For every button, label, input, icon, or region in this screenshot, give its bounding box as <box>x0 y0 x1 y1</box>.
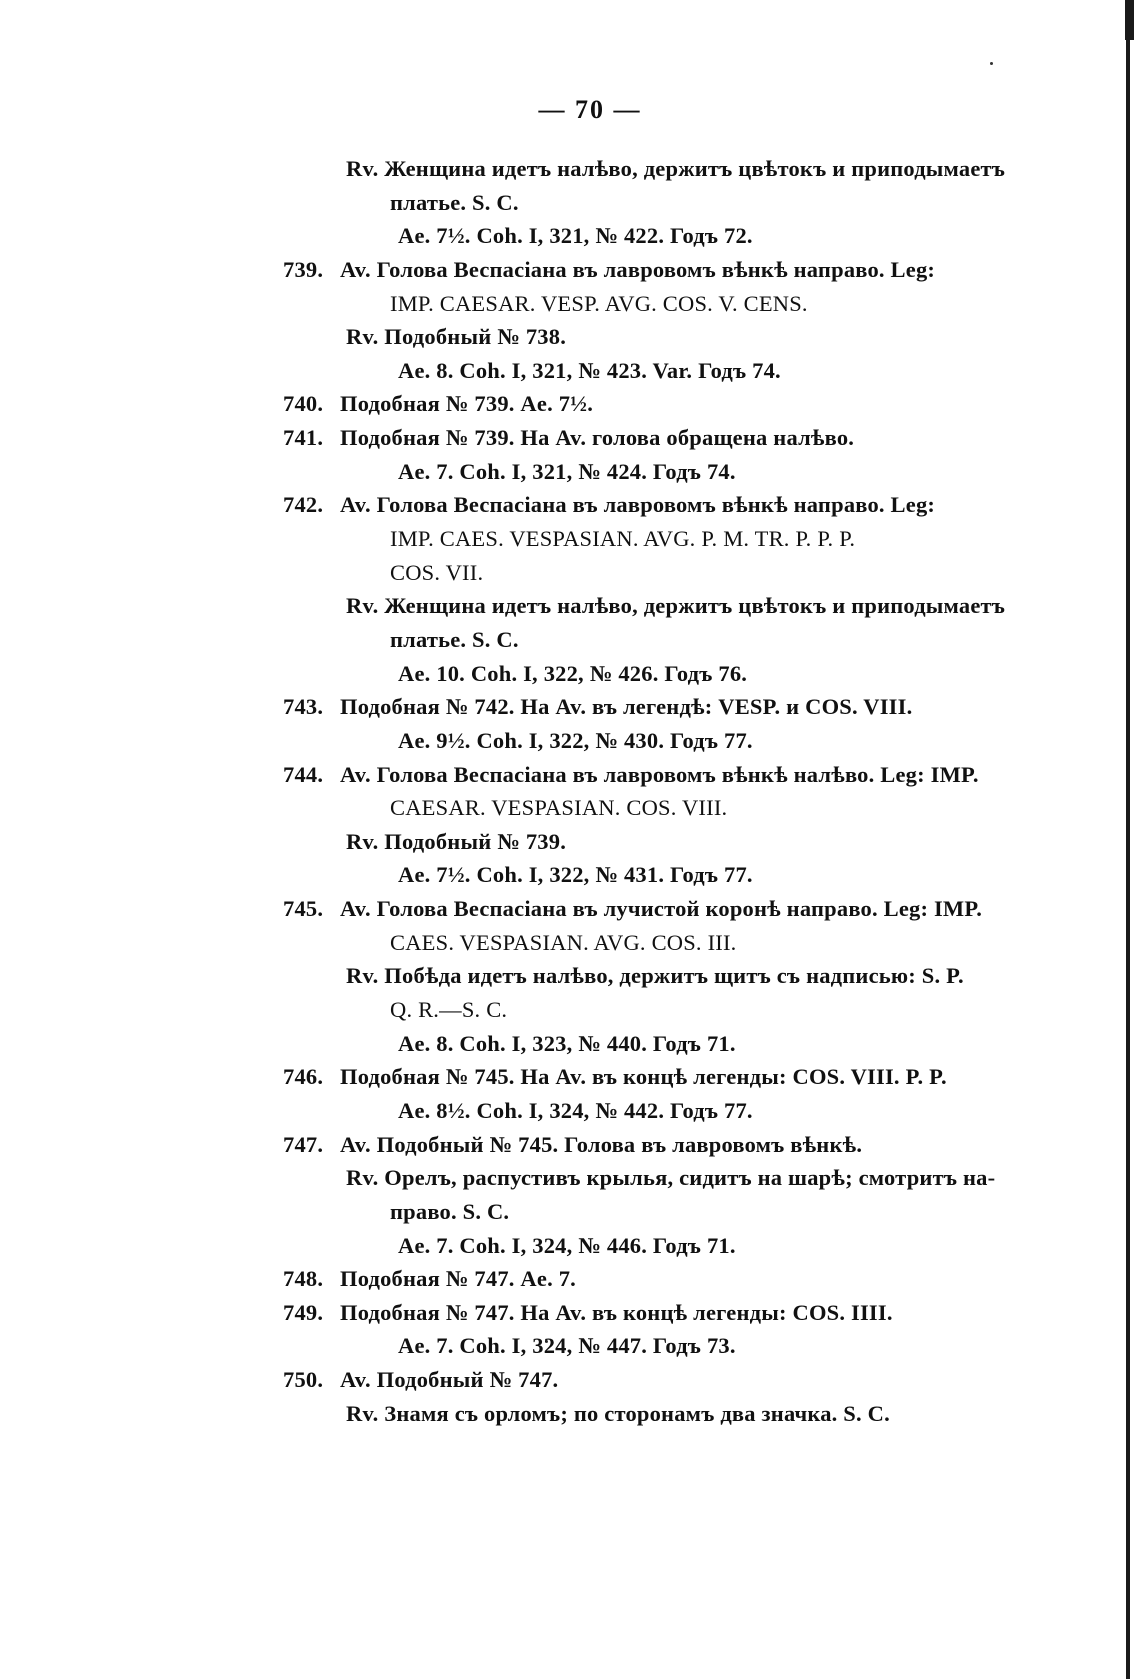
catalog-entry-line <box>283 387 1053 421</box>
catalog-continuation-line <box>283 556 1053 590</box>
entry-text: Av. Голова Веспасіана въ лавровомъ вѣнкѣ налѣво. Leg: IMP. <box>340 761 979 787</box>
catalog-continuation-line <box>283 926 1053 960</box>
entry-text: Av. Голова Веспасіана въ лавровомъ вѣнкѣ направо. Leg: <box>340 256 936 282</box>
catalog-continuation-line <box>283 152 1053 186</box>
entry-number: 749. <box>283 1299 324 1325</box>
entry-text: IMP. CAES. VESPASIAN. AVG. P. M. TR. P. P. P. <box>390 526 856 552</box>
entry-text: Ae. 8½. Coh. I, 324, № 442. Годъ 77. <box>398 1097 753 1123</box>
catalog-continuation-line <box>283 219 1053 253</box>
entry-text: Ae. 7. Coh. I, 324, № 447. Годъ 73. <box>398 1333 736 1359</box>
catalog-entry-line <box>283 1262 1053 1296</box>
entry-text: CAESAR. VESPASIAN. COS. VIII. <box>390 795 728 821</box>
entry-text: право. S. C. <box>390 1198 510 1224</box>
catalog-continuation-line <box>283 186 1053 220</box>
catalog-continuation-line <box>283 1195 1053 1229</box>
entry-text: CAES. VESPASIAN. AVG. COS. III. <box>390 929 737 955</box>
catalog-entry-line <box>283 1296 1053 1330</box>
print-speck <box>990 62 993 65</box>
entry-number: 741. <box>283 425 324 451</box>
entry-text: Ae. 7½. Coh. I, 322, № 431. Годъ 77. <box>398 862 753 888</box>
entry-text: Rv. Побѣда идетъ налѣво, держитъ щитъ съ надписью: S. P. <box>346 963 964 989</box>
entry-text: Av. Голова Веспасіана въ лавровомъ вѣнкѣ направо. Leg: <box>340 492 936 518</box>
page-edge-rule <box>1126 0 1130 1679</box>
catalog-continuation-line <box>283 1027 1053 1061</box>
catalog-continuation-line <box>283 724 1053 758</box>
entry-number: 743. <box>283 694 324 720</box>
entry-text: платье. S. C. <box>390 626 519 652</box>
entry-text: Подобная № 745. На Av. въ концѣ легенды: COS. VIII. P. P. <box>340 1064 947 1090</box>
catalog-continuation-line <box>283 1229 1053 1263</box>
entry-text: Ae. 7. Coh. I, 321, № 424. Годъ 74. <box>398 458 736 484</box>
entry-number: 740. <box>283 391 324 417</box>
catalog-continuation-line <box>283 1094 1053 1128</box>
entry-text: Av. Подобный № 747. <box>340 1367 559 1393</box>
catalog-entry-line <box>283 421 1053 455</box>
catalog-entry-line <box>283 1363 1053 1397</box>
catalog-continuation-line <box>283 791 1053 825</box>
entry-text: Rv. Знамя съ орломъ; по сторонамъ два значка. S. C. <box>346 1400 890 1426</box>
catalog-continuation-line <box>283 1329 1053 1363</box>
entry-text: Ae. 7. Coh. I, 324, № 446. Годъ 71. <box>398 1232 736 1258</box>
catalog-entry-line <box>283 488 1053 522</box>
entry-text: IMP. CAESAR. VESP. AVG. COS. V. CENS. <box>390 290 808 316</box>
catalog-continuation-line <box>283 522 1053 556</box>
entry-text: Ae. 9½. Coh. I, 322, № 430. Годъ 77. <box>398 727 753 753</box>
entry-text: Ae. 7½. Coh. I, 321, № 422. Годъ 72. <box>398 223 753 249</box>
catalog-entry-line <box>283 1128 1053 1162</box>
entry-text: Av. Подобный № 745. Голова въ лавровомъ вѣнкѣ. <box>340 1131 863 1157</box>
catalog-entry-line <box>283 892 1053 926</box>
entry-number: 739. <box>283 256 324 282</box>
entry-number: 746. <box>283 1064 324 1090</box>
catalog-continuation-line <box>283 623 1053 657</box>
entry-number: 742. <box>283 492 324 518</box>
catalog-continuation-line <box>283 993 1053 1027</box>
entry-text: Rv. Женщина идетъ налѣво, держитъ цвѣтокъ и приподымаетъ <box>346 593 1006 619</box>
entry-text: Подобная № 747. На Av. въ концѣ легенды: COS. IIII. <box>340 1299 893 1325</box>
entry-text: Q. R.—S. C. <box>390 997 508 1023</box>
catalog-text-body <box>283 152 1053 1430</box>
catalog-entry-line <box>283 253 1053 287</box>
catalog-continuation-line <box>283 287 1053 321</box>
catalog-entry-line <box>283 758 1053 792</box>
entry-text: Rv. Подобный № 738. <box>346 324 567 350</box>
catalog-continuation-line <box>283 1397 1053 1431</box>
entry-text: Rv. Подобный № 739. <box>346 828 567 854</box>
entry-text: Ae. 8. Coh. I, 323, № 440. Годъ 71. <box>398 1030 736 1056</box>
entry-text: COS. VII. <box>390 559 484 585</box>
catalog-continuation-line <box>283 1161 1053 1195</box>
catalog-continuation-line <box>283 959 1053 993</box>
entry-text: Подобная № 739. Ae. 7½. <box>340 391 594 417</box>
entry-text: Rv. Женщина идетъ налѣво, держитъ цвѣтокъ и приподымаетъ <box>346 156 1006 181</box>
entry-text: Av. Голова Веспасіана въ лучистой коронѣ направо. Leg: IMP. <box>340 896 983 922</box>
entry-number: 748. <box>283 1266 324 1292</box>
catalog-continuation-line <box>283 657 1053 691</box>
catalog-entry-line <box>283 1060 1053 1094</box>
catalog-continuation-line <box>283 320 1053 354</box>
catalog-continuation-line <box>283 858 1053 892</box>
entry-text: Подобная № 747. Ae. 7. <box>340 1266 576 1292</box>
entry-text: Ae. 8. Coh. I, 321, № 423. Var. Годъ 74. <box>398 357 781 383</box>
entry-text: Rv. Орелъ, распустивъ крылья, сидитъ на шарѣ; смотритъ на- <box>346 1165 996 1191</box>
catalog-continuation-line <box>283 825 1053 859</box>
catalog-entry-line <box>283 690 1053 724</box>
entry-text: Подобная № 742. На Av. въ легендѣ: VESP. и COS. VIII. <box>340 694 913 720</box>
entry-number: 750. <box>283 1367 324 1393</box>
entry-text: платье. S. C. <box>390 189 519 215</box>
page-edge-rule-top <box>1125 0 1134 40</box>
entry-text: Подобная № 739. На Av. голова обращена налѣво. <box>340 425 855 451</box>
page-number: — 70 — <box>538 95 642 124</box>
catalog-continuation-line <box>283 455 1053 489</box>
catalog-continuation-line <box>283 589 1053 623</box>
entry-text: Ae. 10. Coh. I, 322, № 426. Годъ 76. <box>398 660 748 686</box>
entry-number: 744. <box>283 761 324 787</box>
catalog-continuation-line <box>283 354 1053 388</box>
entry-number: 747. <box>283 1131 324 1157</box>
entry-number: 745. <box>283 896 324 922</box>
